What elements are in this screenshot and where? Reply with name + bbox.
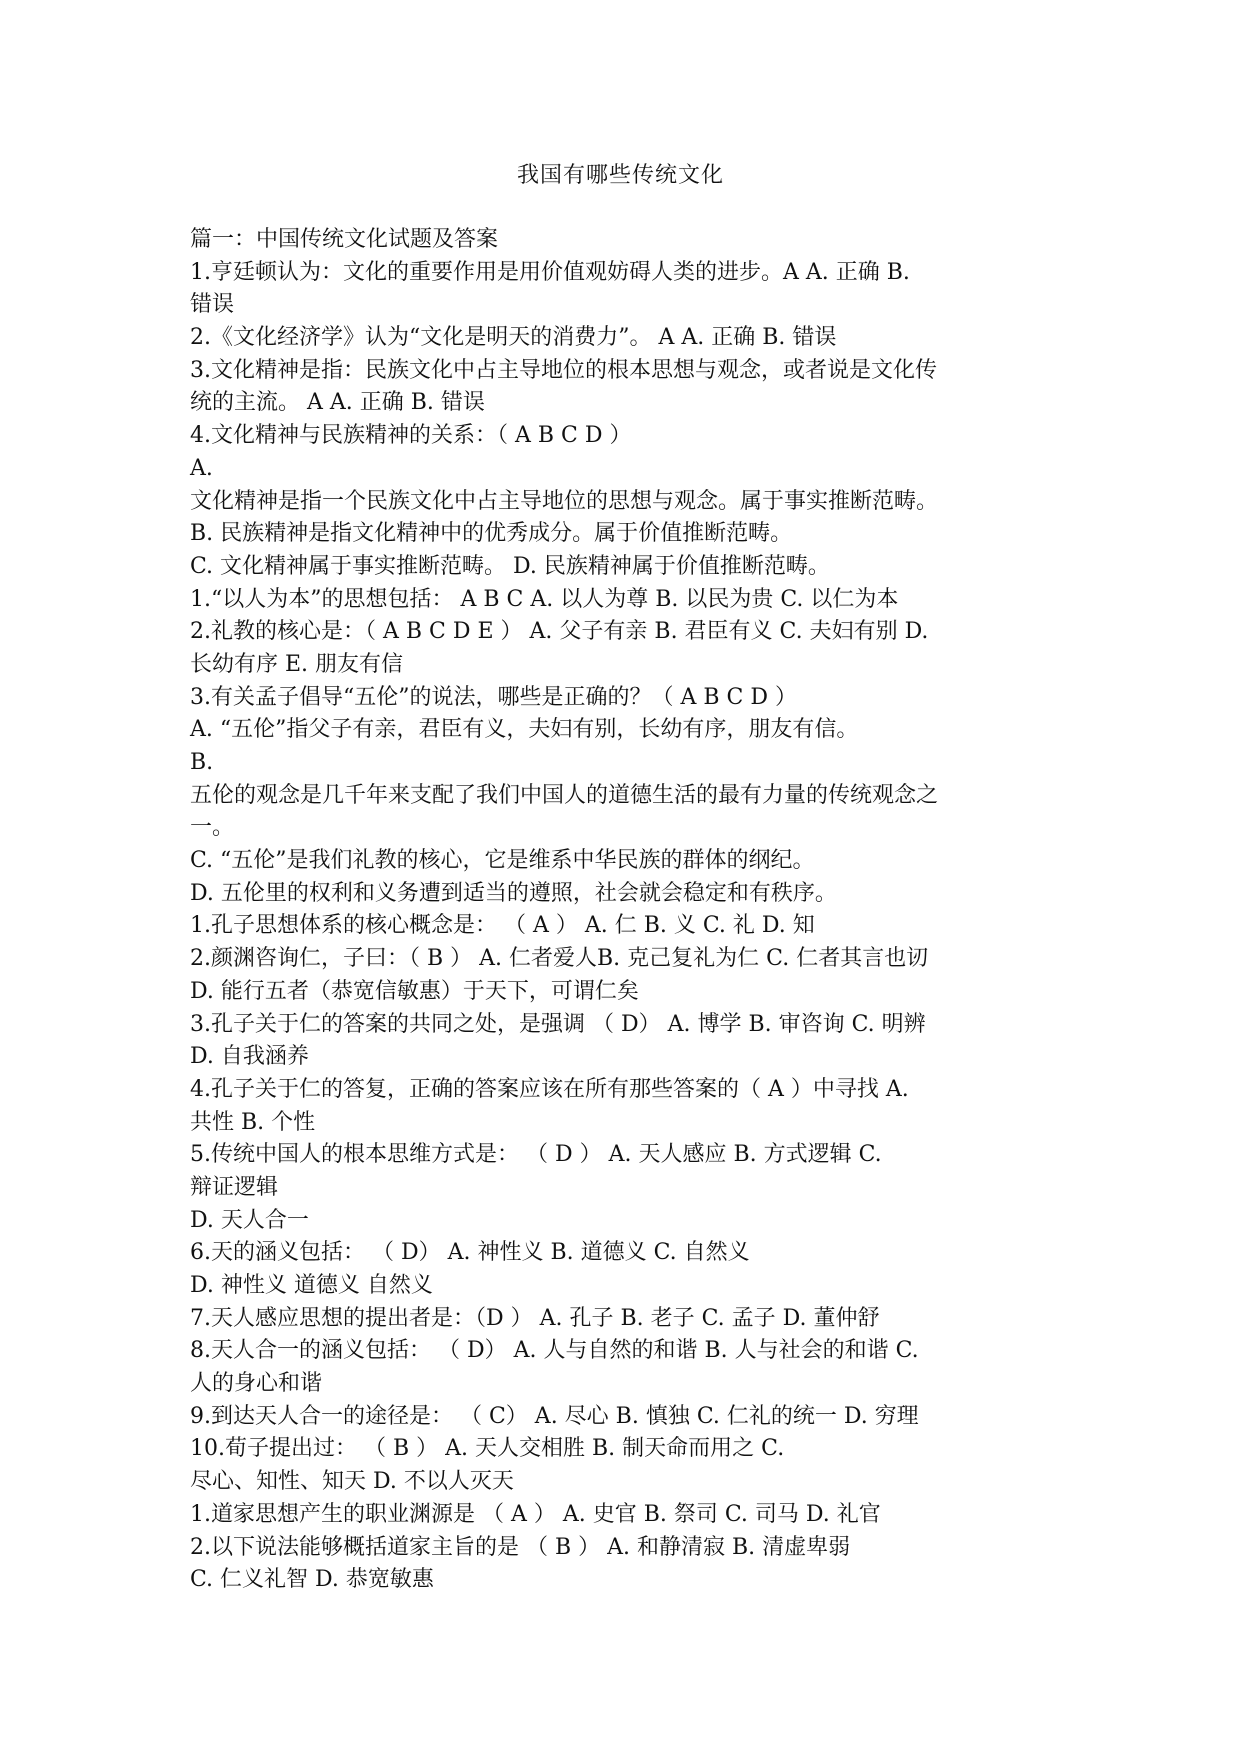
text-line: 1.孔子思想体系的核心概念是： （ A ） A. 仁 B. 义 C. 礼 D. 知	[190, 913, 815, 939]
text-line: 10.荀子提出过： （ B ） A. 天人交相胜 B. 制天命而用之 C.	[190, 1436, 785, 1462]
text-line: 1.“以人为本”的思想包括： A B C A. 以人为尊 B. 以民为贵 C. 以仁为本	[190, 586, 899, 612]
text-line: 人的身心和谐	[190, 1371, 323, 1397]
text-line: 文化精神是指一个民族文化中占主导地位的思想与观念。属于事实推断范畴。	[190, 488, 939, 514]
text-line: 3.有关孟子倡导“五伦”的说法，哪些是正确的？（ A B C D ）	[190, 684, 797, 710]
text-line: 9.到达天人合一的途径是： （ C） A. 尽心 B. 慎独 C. 仁礼的统一 D. 穷理	[190, 1403, 919, 1429]
text-line: 1.亨廷顿认为：文化的重要作用是用价值观妨碍人类的进步。A A. 正确 B.	[190, 259, 910, 285]
text-line: 4.文化精神与民族精神的关系：（ A B C D ）	[190, 423, 632, 449]
text-line: C. “五伦”是我们礼教的核心，它是维系中华民族的群体的纲纪。	[190, 848, 815, 874]
text-line: 共性 B. 个性	[190, 1109, 316, 1135]
text-line: 4.孔子关于仁的答复，正确的答案应该在所有那些答案的（ A ）中寻找 A.	[190, 1076, 909, 1102]
text-line: 尽心、知性、知天 D. 不以人灭天	[190, 1469, 514, 1495]
text-line: 错误	[190, 292, 235, 318]
document-title: 我国有哪些传统文化	[516, 163, 724, 188]
text-line: 长幼有序 E. 朋友有信	[190, 651, 404, 677]
text-line: D. 天人合一	[190, 1207, 309, 1233]
text-line: 五伦的观念是几千年来支配了我们中国人的道德生活的最有力量的传统观念之	[190, 782, 939, 808]
text-line: 1.道家思想产生的职业渊源是 （ A ） A. 史官 B. 祭司 C. 司马 D. 礼官	[190, 1501, 881, 1527]
text-line: 辩证逻辑	[190, 1174, 279, 1200]
text-line: D. 自我涵养	[190, 1044, 309, 1070]
text-line: A. “五伦”指父子有亲，君臣有义，夫妇有别，长幼有序，朋友有信。	[190, 717, 859, 743]
text-line: D. 五伦里的权利和义务遭到适当的遵照，社会就会稳定和有秩序。	[190, 880, 837, 906]
text-line: B. 民族精神是指文化精神中的优秀成分。属于价值推断范畴。	[190, 521, 793, 547]
text-line: 6.天的涵义包括： （ D） A. 神性义 B. 道德义 C. 自然义	[190, 1240, 750, 1266]
text-line: 篇一：中国传统文化试题及答案	[190, 227, 499, 252]
text-line: 2.以下说法能够概括道家主旨的是 （ B ） A. 和静清寂 B. 清虚卑弱	[190, 1534, 851, 1560]
text-line: 2.《文化经济学》认为“文化是明天的消费力”。 A A. 正确 B. 错误	[190, 325, 837, 351]
text-line: 7.天人感应思想的提出者是：（D ） A. 孔子 B. 老子 C. 孟子 D. 董仲舒	[190, 1305, 880, 1331]
text-line: C. 文化精神属于事实推断范畴。 D. 民族精神属于价值推断范畴。	[190, 553, 830, 579]
text-line: A.	[190, 455, 213, 481]
document-body	[190, 224, 1070, 1597]
text-line: D. 神性义 道德义 自然义	[190, 1273, 433, 1298]
text-line: 2.颜渊咨询仁，子曰：（ B ） A. 仁者爱人B. 克己复礼为仁 C. 仁者其言也讱	[190, 946, 929, 972]
text-line: 5.传统中国人的根本思维方式是： （ D ） A. 天人感应 B. 方式逻辑 C.	[190, 1142, 882, 1168]
text-line: 3.文化精神是指：民族文化中占主导地位的根本思想与观念，或者说是文化传	[190, 357, 937, 383]
text-line: 2.礼教的核心是：（ A B C D E ） A. 父子有亲 B. 君臣有义 C. 夫妇有别 D.	[190, 619, 929, 645]
text-line: 3.孔子关于仁的答案的共同之处，是强调 （ D） A. 博学 B. 审咨询 C. 明辨	[190, 1011, 926, 1037]
text-line: 统的主流。 A A. 正确 B. 错误	[190, 390, 485, 416]
text-line: 8.天人合一的涵义包括： （ D） A. 人与自然的和谐 B. 人与社会的和谐 C.	[190, 1338, 919, 1364]
text-line: B.	[190, 750, 214, 775]
text-line: C. 仁义礼智 D. 恭宽敏惠	[190, 1567, 434, 1593]
text-line: D. 能行五者（恭宽信敏惠）于天下，可谓仁矣	[190, 978, 639, 1004]
text-line: 一。	[190, 815, 235, 841]
